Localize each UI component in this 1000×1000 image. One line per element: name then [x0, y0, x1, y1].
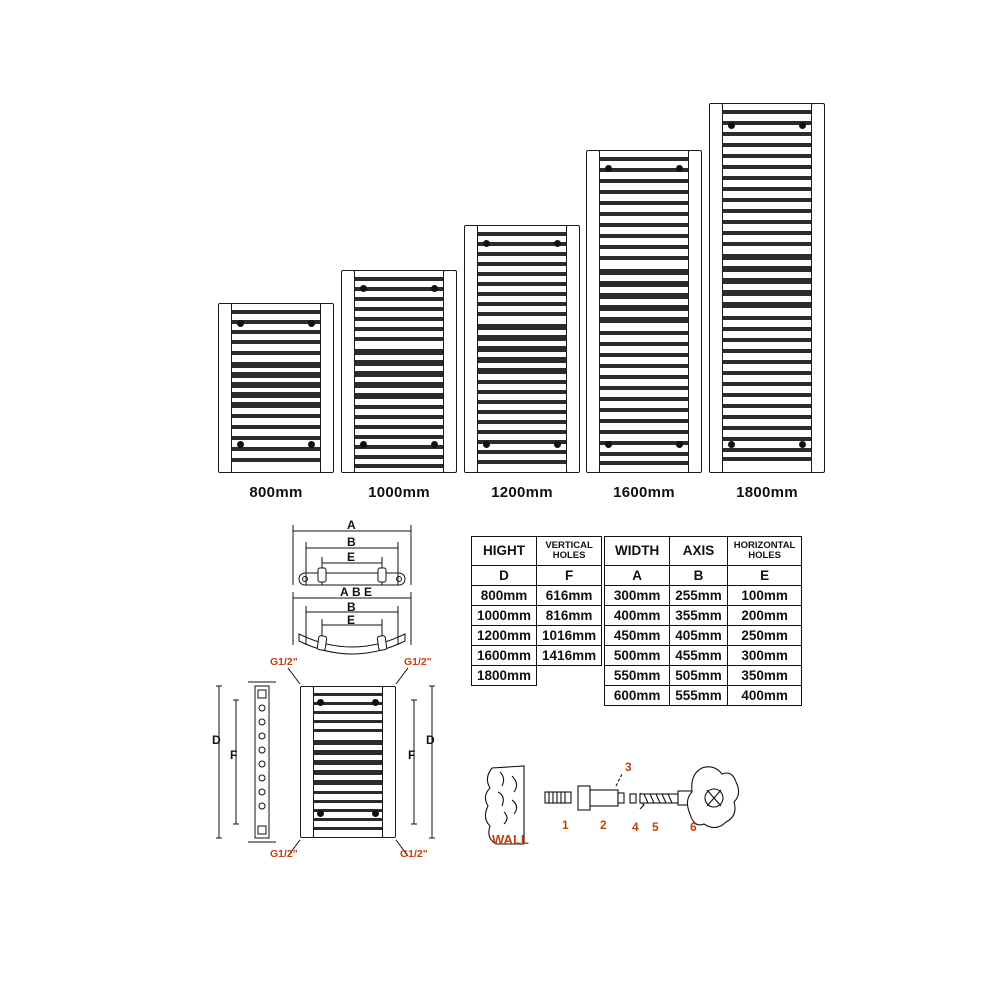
height-table-subheader-d: D	[472, 565, 537, 585]
axis-cell: 405mm	[670, 625, 728, 645]
width-cell: 550mm	[605, 665, 670, 685]
vertical-holes-cell: 1416mm	[537, 645, 602, 665]
horizontal-holes-cell: 100mm	[727, 585, 802, 605]
topview1-label-a: A	[347, 518, 356, 532]
connection-label-top-left: G1/2"	[270, 656, 298, 668]
horizontal-holes-cell: 250mm	[727, 625, 802, 645]
radiator-1600mm-label: 1600mm	[613, 484, 675, 501]
height-table-header-hight: HIGHT	[472, 537, 537, 566]
axis-cell: 455mm	[670, 645, 728, 665]
fixing-number-3: 3	[625, 760, 632, 774]
frontview-label-f: F	[408, 748, 416, 762]
height-cell: 1000mm	[472, 605, 537, 625]
width-table-subheader-e: E	[727, 565, 802, 585]
axis-cell: 505mm	[670, 665, 728, 685]
connection-label-top-right: G1/2"	[404, 656, 432, 668]
horizontal-holes-cell: 350mm	[727, 665, 802, 685]
sideview-label-d: D	[212, 733, 221, 747]
fixing-number-1: 1	[562, 818, 569, 832]
fixing-number-6: 6	[690, 820, 697, 834]
topview1-label-b: B	[347, 535, 356, 549]
width-cell: 600mm	[605, 685, 670, 705]
topview2-label-a: A	[340, 585, 349, 599]
height-cell: 1200mm	[472, 625, 537, 645]
connection-label-bottom-right: G1/2"	[400, 848, 428, 860]
frontview-label-d: D	[426, 733, 435, 747]
axis-cell: 355mm	[670, 605, 728, 625]
fixing-number-4: 4	[632, 820, 639, 834]
height-cell: 1800mm	[472, 665, 537, 685]
width-cell: 500mm	[605, 645, 670, 665]
horizontal-holes-cell: 200mm	[727, 605, 802, 625]
axis-cell: 255mm	[670, 585, 728, 605]
fixing-number-2: 2	[600, 818, 607, 832]
width-table-header-horizontal-holes: HORIZONTAL HOLES	[727, 537, 802, 566]
vertical-holes-cell: 1016mm	[537, 625, 602, 645]
horizontal-holes-cell: 400mm	[727, 685, 802, 705]
connection-label-bottom-left: G1/2"	[270, 848, 298, 860]
width-cell: 400mm	[605, 605, 670, 625]
height-cell: 800mm	[472, 585, 537, 605]
topview1-label-e: E	[347, 550, 356, 564]
radiator-800mm-label: 800mm	[249, 484, 303, 501]
fixing-number-5: 5	[652, 820, 659, 834]
topview2-label-e: E	[364, 585, 373, 599]
topview2-label-b2: B	[347, 600, 356, 614]
width-table-header-width: WIDTH	[605, 537, 670, 566]
radiator-1000mm-label: 1000mm	[368, 484, 430, 501]
wall-label: WALL	[492, 832, 529, 847]
vertical-holes-cell: 616mm	[537, 585, 602, 605]
horizontal-holes-cell: 300mm	[727, 645, 802, 665]
width-table-subheader-a: A	[605, 565, 670, 585]
width-cell: 450mm	[605, 625, 670, 645]
width-table-subheader-b: B	[670, 565, 728, 585]
height-cell: 1600mm	[472, 645, 537, 665]
height-table-header-vertical-holes: VERTICAL HOLES	[537, 537, 602, 566]
axis-cell: 555mm	[670, 685, 728, 705]
topview2-label-b: B	[352, 585, 361, 599]
sideview-label-f: F	[230, 748, 238, 762]
vertical-holes-cell: 816mm	[537, 605, 602, 625]
width-table-header-axis: AXIS	[670, 537, 728, 566]
radiator-1800mm-label: 1800mm	[736, 484, 798, 501]
radiator-1200mm-label: 1200mm	[491, 484, 553, 501]
height-table-subheader-f: F	[537, 565, 602, 585]
width-cell: 300mm	[605, 585, 670, 605]
topview2-label-e2: E	[347, 613, 356, 627]
